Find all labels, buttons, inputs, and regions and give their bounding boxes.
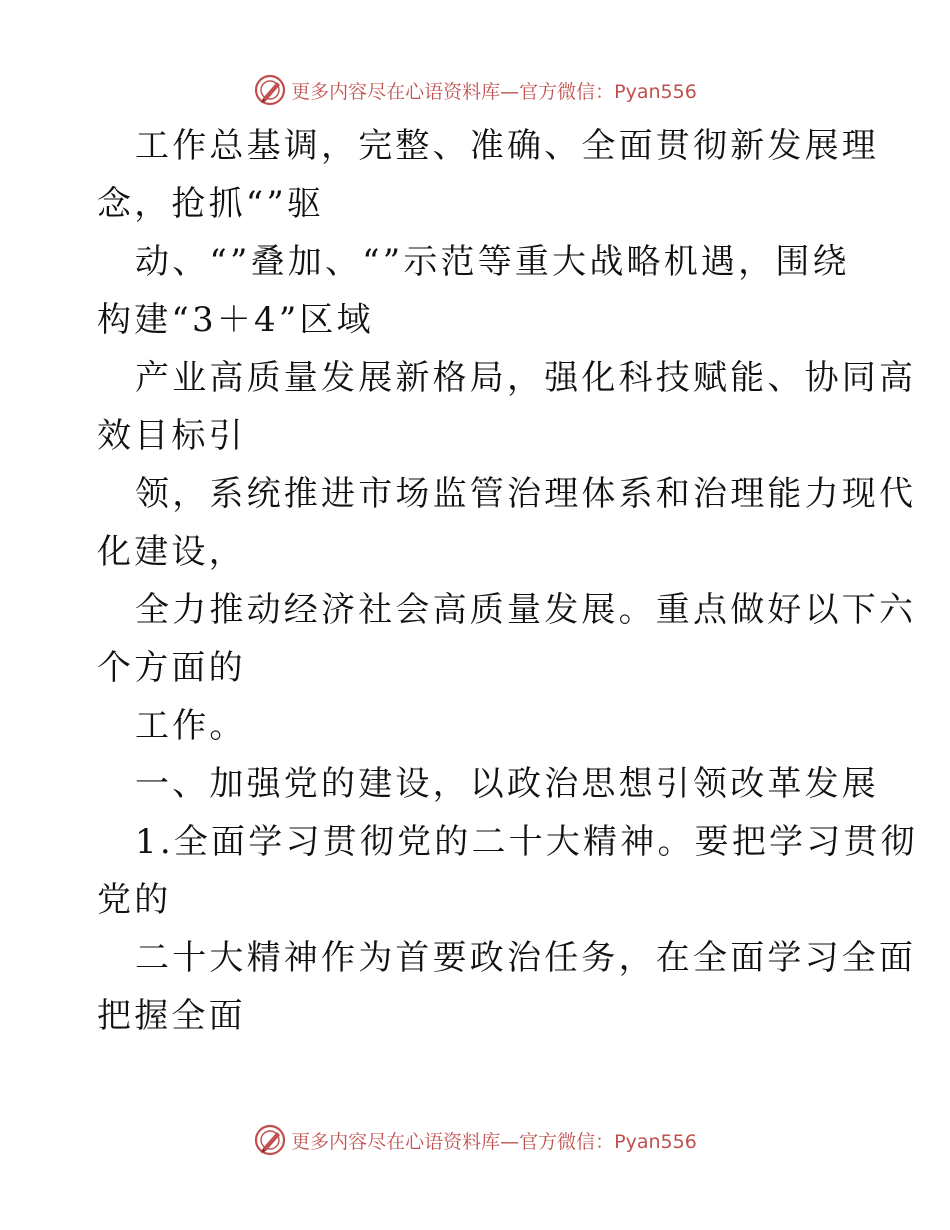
section-heading: 一、加强党的建设，以政治思想引领改革发展 [135, 764, 879, 804]
paragraph-line: 把握全面 [97, 996, 246, 1036]
paragraph-line: 1.全面学习贯彻党的二十大精神。要把学习贯彻 [135, 822, 918, 862]
paragraph-line: 产业高质量发展新格局，强化科技赋能、协同高 [135, 358, 917, 398]
footer-watermark-text: 更多内容尽在心语资料库—官方微信：Pyan556 [291, 1130, 697, 1153]
header-watermark [0, 70, 950, 110]
header-watermark-text: 更多内容尽在心语资料库—官方微信：Pyan556 [291, 80, 697, 103]
paragraph-line: 工作。 [135, 706, 247, 746]
paragraph-line: 念，抢抓“”驱 [97, 184, 325, 224]
paragraph-line: 全力推动经济社会高质量发展。重点做好以下六 [135, 590, 917, 630]
paragraph-line: 构建“3＋4”区域 [97, 300, 374, 340]
footer-watermark [0, 1120, 950, 1160]
paragraph-line: 效目标引 [97, 416, 246, 456]
document-body [97, 117, 918, 1045]
pen-logo-icon [253, 1123, 287, 1157]
paragraph-line: 工作总基调，完整、准确、全面贯彻新发展理 [135, 126, 879, 166]
pen-logo-icon [253, 73, 287, 107]
paragraph-line: 动、“”叠加、“”示范等重大战略机遇，围绕 [135, 242, 850, 282]
paragraph-line: 党的 [97, 880, 172, 920]
paragraph-line: 二十大精神作为首要政治任务，在全面学习全面 [135, 938, 917, 978]
paragraph-line: 个方面的 [97, 648, 246, 688]
paragraph-line: 化建设， [97, 532, 246, 572]
paragraph-line: 领，系统推进市场监管治理体系和治理能力现代 [135, 474, 917, 514]
